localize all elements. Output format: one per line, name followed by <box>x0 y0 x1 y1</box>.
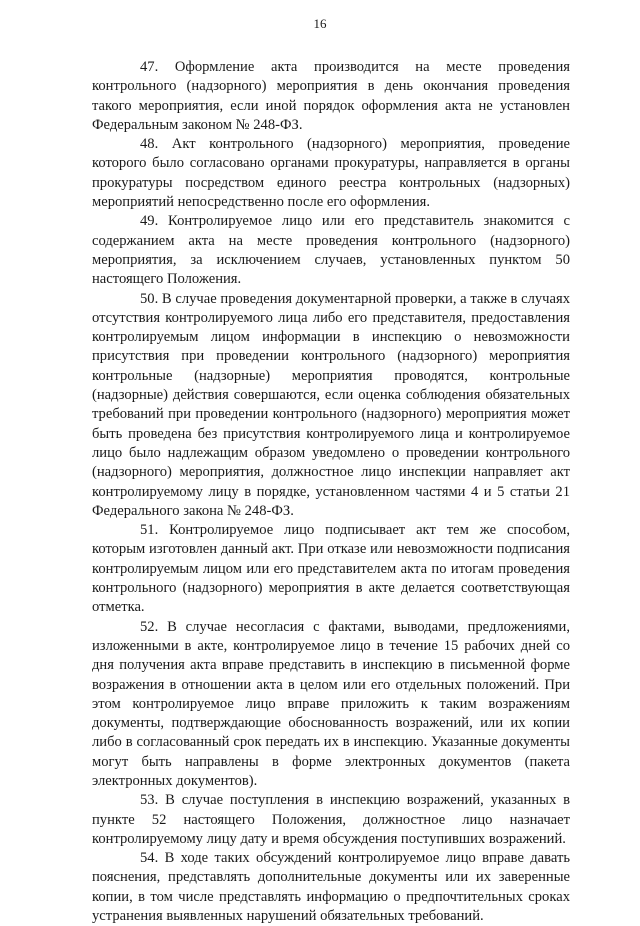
document-body <box>92 58 570 926</box>
paragraph-52: 52. В случае несогласия с фактами, выводами, предложениями, изложенными в акте, контролируемое лицо в течение 15 рабочих дней со дня получения акта вправе представить в инспекцию в письменной форме возражения в отношении акта в целом или его отдельных положений. При этом контролируемое лицо вправе приложить к таким возражениям документы, подтверждающие обоснованность возражений, или их копии либо в согласованный срок передать их в инспекцию. Указанные документы могут быть направлены в форме электронных документов (пакета электронных документов). <box>92 618 570 789</box>
paragraph-54: 54. В ходе таких обсуждений контролируемое лицо вправе давать пояснения, представлять дополнительные документы или их заверенные копии, в том числе представлять информацию о предпочтительных сроках устранения выявленных нарушений обязательных требований. <box>92 850 570 925</box>
page-number: 16 <box>313 16 327 31</box>
paragraph-48: 48. Акт контрольного (надзорного) мероприятия, проведение которого было согласовано органами прокуратуры, направляется в органы прокуратуры посредством единого реестра контрольных (надзорных) мероприятий непосредственно после его оформления. <box>92 136 570 211</box>
paragraph-49: 49. Контролируемое лицо или его представитель знакомится с содержанием акта на месте проведения контрольного (надзорного) мероприятия, за исключением случаев, установленных пунктом 50 настоящего Положения. <box>92 213 570 288</box>
paragraph-53: 53. В случае поступления в инспекцию возражений, указанных в пункте 52 настоящего Положения, должностное лицо назначает контролируемому лицу дату и время обсуждения поступивших возражений. <box>92 792 570 847</box>
paragraph-47: 47. Оформление акта производится на месте проведения контрольного (надзорного) мероприятия в день окончания проведения такого мероприятия, если иной порядок оформления акта не установлен Федеральным законом № 248-ФЗ. <box>92 59 570 133</box>
paragraph-51: 51. Контролируемое лицо подписывает акт тем же способом, которым изготовлен данный акт. При отказе или невозможности подписания контролируемым лицом или его представителем акта по итогам проведения контрольного (надзорного) мероприятия в акте делается соответствующая отметка. <box>92 522 570 616</box>
paragraph-50: 50. В случае проведения документарной проверки, а также в случаях отсутствия контролируемого лица либо его представителя, предоставления контролируемым лицом информации в инспекцию о невозможности присутствия при проведении контрольного (надзорного) мероприятия контрольные (надзорные) мероприятия проводятся, контрольные (надзорные) действия совершаются, если оценка соблюдения обязательных требований при проведении контрольного (надзорного) мероприятия может быть проведена без присутствия контролируемого лица и контролируемое лицо было надлежащим образом уведомлено о проведении контрольного (надзорного) мероприятия, должностное лицо инспекции направляет акт контролируемому лицу в порядке, установленном частями 4 и 5 статьи 21 Федерального закона № 248-ФЗ. <box>92 290 570 519</box>
